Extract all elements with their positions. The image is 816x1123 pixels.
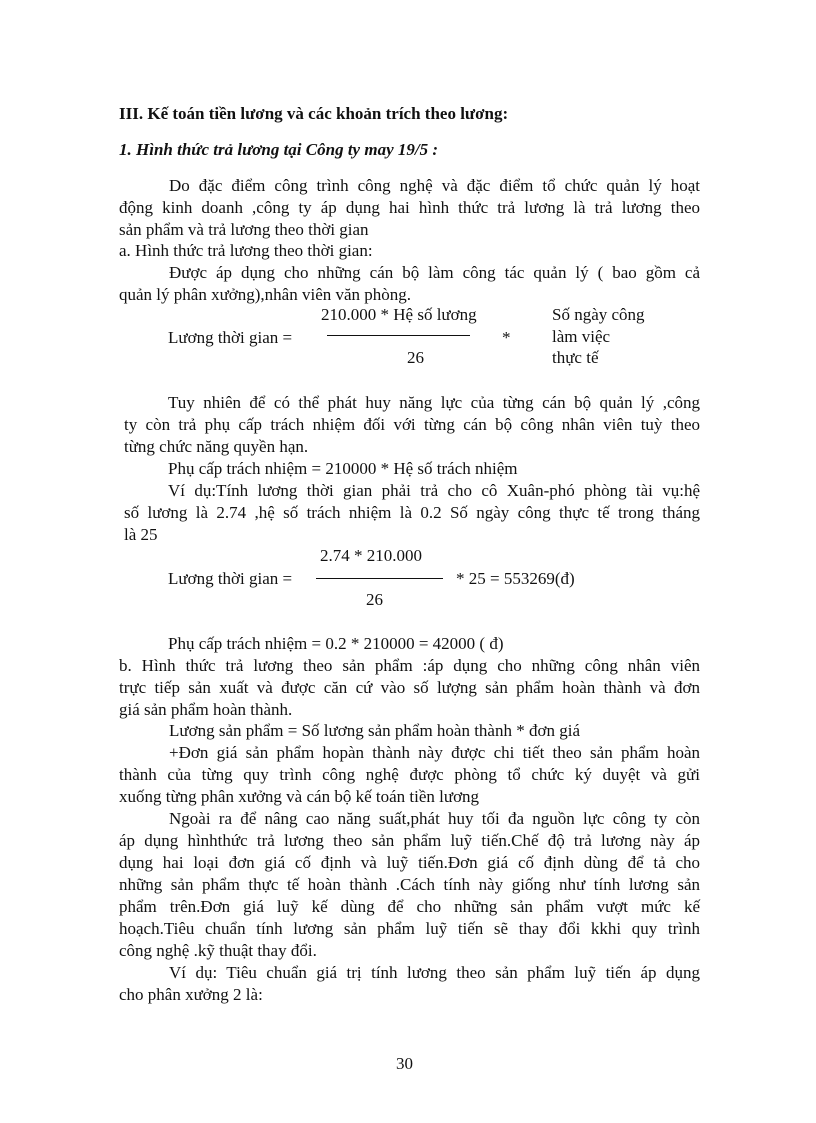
progressive-line-2: áp dụng hìnhthức trả lương theo sản phẩm luỹ tiến.Chế độ trả lương này áp [119, 831, 700, 850]
formula1-numerator: 210.000 * Hệ số lương [321, 305, 477, 324]
unit-price-line-1: +Đơn giá sản phẩm hopàn thành này được chi tiết theo sản phẩm hoàn [169, 743, 700, 762]
section-b-title-2: trực tiếp sản xuất và được căn cứ vào số lượng sản phẩm hoàn thành và đơn [119, 678, 700, 697]
allowance-example: Phụ cấp trách nhiệm = 0.2 * 210000 = 42000 ( đ) [168, 634, 504, 653]
formula1-days-3: thực tế [552, 348, 599, 367]
formula2-label: Lương thời gian = [168, 569, 293, 588]
formula2-denominator: 26 [366, 590, 383, 609]
allowance-formula: Phụ cấp trách nhiệm = 210000 * Hệ số trách nhiệm [168, 459, 518, 478]
progressive-line-7: công nghệ .kỹ thuật thay đổi. [119, 941, 317, 960]
section-a-title: a. Hình thức trả lương theo thời gian: [119, 241, 373, 260]
formula1-times: * [502, 328, 511, 347]
formula1-fraction-bar [327, 335, 470, 336]
unit-price-line-3: xuống từng phân xưởng và cán bộ kế toán tiền lương [119, 787, 480, 806]
section-a-desc-1: Được áp dụng cho những cán bộ làm công tác quản lý ( bao gồm cả [169, 263, 700, 282]
intro-line-1: Do đặc điểm công trình công nghệ và đặc điểm tổ chức quản lý hoạt [169, 176, 700, 195]
progressive-line-3: dụng hai loại đơn giá cố định và luỹ tiến.Đơn giá cố định dùng để tả cho [119, 853, 700, 872]
sub-heading: 1. Hình thức trả lương tại Công ty may 19/5 : [119, 140, 438, 159]
note-line-3: từng chức năng quyền hạn. [124, 437, 309, 456]
main-heading: III. Kế toán tiền lương và các khoản trích theo lương: [119, 104, 509, 123]
formula1-days-2: làm việc [552, 327, 611, 346]
note-line-1: Tuy nhiên để có thể phát huy năng lực của từng cán bộ quản lý ,công [168, 393, 700, 412]
note-line-2: ty còn trả phụ cấp trách nhiệm đối với từng cán bộ công nhân viên tuỳ theo [124, 415, 700, 434]
page-number: 30 [396, 1054, 413, 1073]
example-b-line-1: Ví dụ: Tiêu chuẩn giá trị tính lương theo sản phẩm luỹ tiến áp dụng [169, 963, 700, 982]
formula1-denominator: 26 [407, 348, 424, 367]
formula2-numerator: 2.74 * 210.000 [320, 546, 422, 565]
example-line-2: số lương là 2.74 ,hệ số trách nhiệm là 0.2 Số ngày công thực tế trong tháng [124, 503, 700, 522]
unit-price-line-2: thành của từng quy trình công nghệ được phòng tổ chức ký duyệt và gửi [119, 765, 700, 784]
piece-wage-formula: Lương sản phẩm = Số lương sản phẩm hoàn thành * đơn giá [169, 721, 580, 740]
formula2-fraction-bar [316, 578, 443, 579]
example-b-line-2: cho phân xưởng 2 là: [119, 985, 263, 1004]
example-line-3: là 25 [124, 525, 158, 544]
section-a-desc-2: quản lý phân xưởng),nhân viên văn phòng. [119, 285, 412, 304]
progressive-line-4: những sản phẩm thực tế hoàn thành .Cách tính này giống như tính lương sản [119, 875, 700, 894]
formula1-label: Lương thời gian = [168, 328, 293, 347]
progressive-line-5: phẩm trên.Đơn giá luỹ kế dùng để cho những sản phẩm vượt mức kế [119, 897, 700, 916]
section-b-title-3: giá sản phẩm hoàn thành. [119, 700, 293, 719]
formula2-result: * 25 = 553269(đ) [456, 569, 575, 588]
example-line-1: Ví dụ:Tính lương thời gian phải trả cho cô Xuân-phó phòng tài vụ:hệ [168, 481, 700, 500]
progressive-line-6: hoạch.Tiêu chuẩn tính lương sản phẩm luỹ tiến sẽ thay đổi kkhi quy trình [119, 919, 700, 938]
progressive-line-1: Ngoài ra để nâng cao năng suất,phát huy tối đa nguồn lực công ty còn [169, 809, 700, 828]
intro-line-2: động kinh doanh ,công ty áp dụng hai hình thức trả lương là trả lương theo [119, 198, 700, 217]
intro-line-3: sản phẩm và trả lương theo thời gian [119, 220, 369, 239]
section-b-title-1: b. Hình thức trả lương theo sản phẩm :áp dụng cho những công nhân viên [119, 656, 700, 675]
formula1-days-1: Số ngày công [552, 305, 645, 324]
